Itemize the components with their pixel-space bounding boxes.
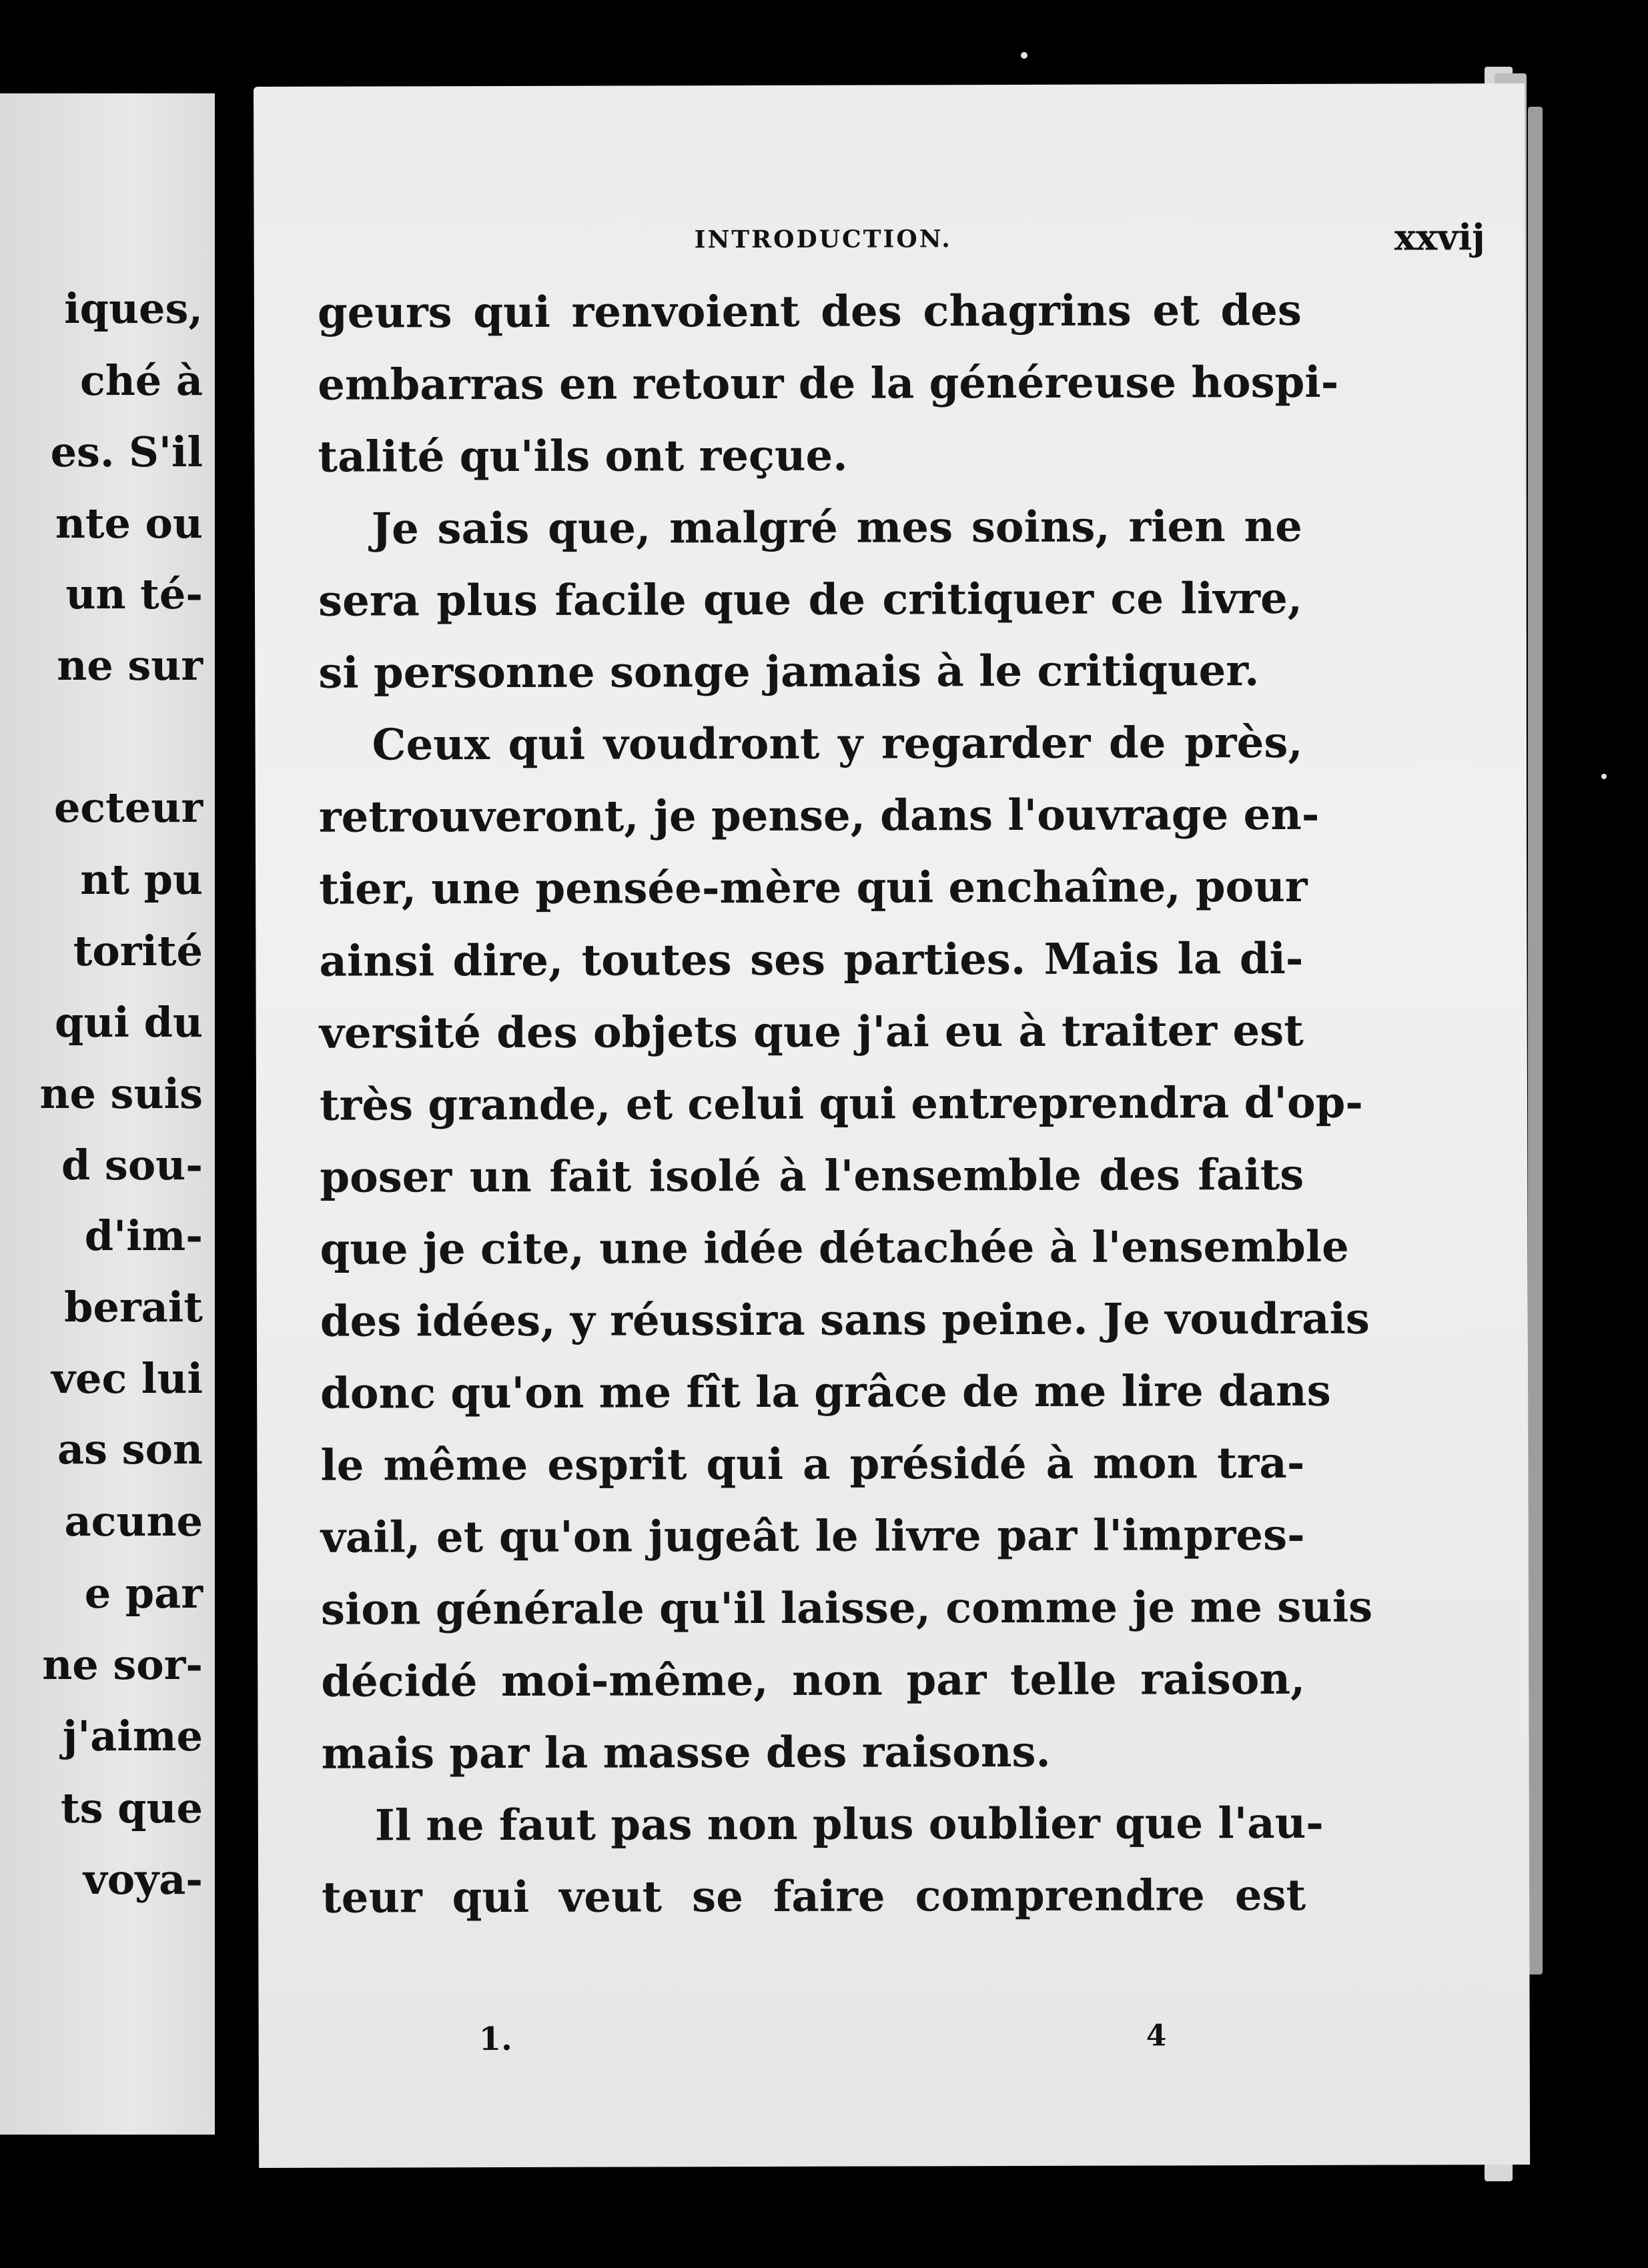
text-line: mais par la masse des raisons. xyxy=(321,1726,1051,1779)
text-line: retrouveront, je pense, dans l'ouvrage en- xyxy=(318,789,1320,842)
text-line: sera plus facile que de critiquer ce livre, xyxy=(318,573,1303,626)
text-line: embarras en retour de la généreuse hospi- xyxy=(318,357,1339,410)
left-page-line: ché à xyxy=(79,356,203,405)
text-line: tier, une pensée-mère qui enchaîne, pour xyxy=(319,861,1308,915)
left-page-line: un té- xyxy=(65,570,203,618)
left-page-line: j'aime xyxy=(62,1712,203,1760)
text-line: vail, et qu'on jugeât le livre par l'impres- xyxy=(320,1510,1305,1563)
text-line: Je sais que, malgré mes soins, rien ne xyxy=(371,501,1302,554)
gathering-signature: 4 xyxy=(1146,2019,1167,2053)
text-line: que je cite, une idée détachée à l'ensemble xyxy=(320,1221,1349,1275)
left-page-line: d sou- xyxy=(61,1141,203,1189)
text-line: teur qui veut se faire comprendre est xyxy=(322,1870,1306,1923)
left-page-line: as son xyxy=(57,1425,203,1474)
left-page-line: berait xyxy=(64,1283,203,1331)
left-page-line: ne sor- xyxy=(42,1640,203,1689)
running-title: INTRODUCTION. xyxy=(694,225,952,254)
text-line: le même esprit qui a présidé à mon tra- xyxy=(320,1438,1305,1491)
text-line: très grande, et celui qui entreprendra d'op- xyxy=(319,1077,1363,1131)
body-text xyxy=(317,275,1373,1934)
left-page-line: acune xyxy=(64,1497,203,1546)
text-line: sion générale qu'il laisse, comme je me suis xyxy=(320,1582,1373,1635)
text-line: décidé moi-même, non par telle raison, xyxy=(321,1654,1306,1707)
page-number: xxvij xyxy=(1394,215,1485,259)
left-page-line: torité xyxy=(73,927,203,975)
left-page-line: d'im- xyxy=(84,1211,203,1260)
left-page-line: nte ou xyxy=(55,499,203,548)
text-line: Il ne faut pas non plus oublier que l'au- xyxy=(374,1798,1324,1851)
text-line: Ceux qui voudront y regarder de près, xyxy=(372,717,1303,770)
text-line: geurs qui renvoient des chagrins et des xyxy=(317,285,1302,338)
left-page-line: ecteur xyxy=(53,783,203,832)
main-page xyxy=(254,83,1530,2168)
left-page-line: es. S'il xyxy=(50,428,203,476)
left-page-line: ne suis xyxy=(39,1069,203,1118)
left-page-line: ne sur xyxy=(57,641,203,690)
dust-speck xyxy=(1021,52,1027,59)
left-page-line: iques, xyxy=(64,284,203,333)
left-page-line: voya- xyxy=(83,1855,203,1904)
page-edge xyxy=(1528,107,1543,1974)
text-line: donc qu'on me fît la grâce de me lire dans xyxy=(320,1365,1331,1419)
dust-speck xyxy=(1601,774,1607,779)
left-page-line: qui du xyxy=(55,998,203,1047)
page-footer xyxy=(259,2018,1530,2061)
text-line: poser un fait isolé à l'ensemble des faits xyxy=(320,1149,1304,1203)
left-page-fragment xyxy=(0,93,215,2135)
volume-signature: 1. xyxy=(478,2020,512,2059)
left-page-line: vec lui xyxy=(51,1354,203,1403)
text-line: talité qu'ils ont reçue. xyxy=(318,430,848,482)
text-line: des idées, y réussira sans peine. Je voudrais xyxy=(320,1293,1370,1347)
text-line: versité des objets que j'ai eu à traiter est xyxy=(319,1005,1304,1059)
left-page-line: e par xyxy=(84,1569,203,1618)
text-line: si personne songe jamais à le critiquer. xyxy=(318,646,1260,698)
text-line: ainsi dire, toutes ses parties. Mais la di- xyxy=(319,933,1304,987)
running-header xyxy=(254,215,1525,265)
left-page-line: ts que xyxy=(60,1784,203,1832)
left-page-line: nt pu xyxy=(80,855,203,904)
